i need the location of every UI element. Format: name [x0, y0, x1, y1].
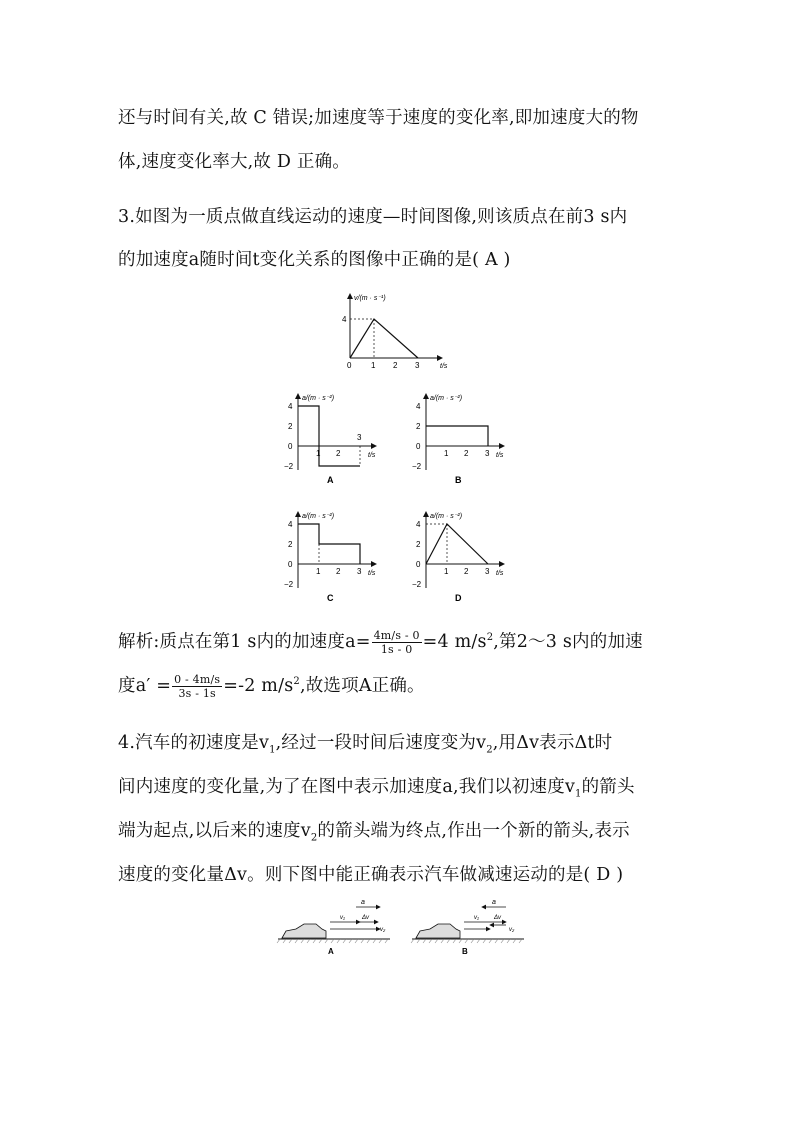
svg-text:1: 1	[444, 567, 449, 576]
car-figure-b	[410, 898, 530, 960]
vt-xtick-3: 3	[415, 361, 420, 370]
at-a-caption: A	[327, 475, 334, 485]
svg-text:0: 0	[288, 560, 293, 569]
svg-text:2: 2	[464, 449, 469, 458]
car-figure-a	[276, 898, 396, 960]
question-4-line-4: 速度的变化量Δv。则下图中能正确表示汽车做减速运动的是( D )	[118, 865, 624, 885]
at-d-caption: D	[455, 593, 462, 603]
svg-text:4: 4	[288, 520, 293, 529]
svg-text:1: 1	[316, 567, 321, 576]
svg-text:0: 0	[416, 560, 421, 569]
car-icon	[282, 924, 326, 938]
at-c-line	[298, 524, 360, 564]
fraction-2: $\frac{0 - 4m/s}{3s - 1s}$	[174, 673, 221, 700]
at-b-caption: B	[455, 475, 462, 485]
svg-text:3: 3	[357, 433, 362, 442]
svg-text:a/(m · s⁻²): a/(m · s⁻²)	[430, 513, 463, 520]
car-a-caption: A	[328, 947, 334, 956]
at-graph-d	[412, 508, 512, 604]
svg-text:4: 4	[288, 402, 293, 411]
vt-xtick-1: 1	[371, 361, 376, 370]
svg-text:3: 3	[485, 449, 490, 458]
svg-text:2: 2	[416, 540, 421, 549]
svg-text:v₂: v₂	[509, 927, 515, 933]
svg-text:3: 3	[357, 567, 362, 576]
svg-text:2: 2	[288, 540, 293, 549]
svg-text:−2: −2	[412, 462, 422, 471]
vt-xtick-0: 0	[347, 361, 352, 370]
question-3-line-2: 的加速度a随时间t变化关系的图像中正确的是( A )	[118, 250, 511, 270]
vt-xlabel: t/s	[440, 363, 448, 370]
svg-text:Δv: Δv	[494, 915, 502, 921]
svg-text:v₁: v₁	[340, 915, 345, 921]
svg-text:t/s: t/s	[496, 452, 504, 459]
svg-text:2: 2	[336, 449, 341, 458]
svg-text:Δv: Δv	[362, 915, 370, 921]
at-graph-c	[284, 508, 384, 604]
vt-ylabel: v/(m · s⁻¹)	[354, 295, 386, 302]
svg-text:2: 2	[416, 422, 421, 431]
svg-text:a/(m · s⁻²): a/(m · s⁻²)	[430, 395, 463, 402]
at-d-line	[426, 524, 488, 564]
at-a-ylabel: a/(m · s⁻²)	[302, 395, 335, 402]
at-b-line	[426, 426, 488, 446]
question-3-line-1: 3.如图为一质点做直线运动的速度—时间图像,则该质点在前3 s内	[118, 207, 628, 227]
svg-text:4: 4	[416, 402, 421, 411]
svg-text:3: 3	[485, 567, 490, 576]
svg-text:t/s: t/s	[368, 570, 376, 577]
svg-text:4: 4	[416, 520, 421, 529]
svg-text:2: 2	[288, 422, 293, 431]
svg-text:a/(m · s⁻²): a/(m · s⁻²)	[302, 513, 335, 520]
fraction-1: $\frac{4m/s - 0}{1s - 0}$	[373, 629, 420, 656]
solution-line-1: 解析:质点在第1 s内的加速度a= $\frac{4m/s - 0}{1s - 0}$ =4 $m/s^2$,第2～3 s内的加速	[118, 629, 643, 656]
svg-text:1: 1	[444, 449, 449, 458]
svg-text:v₂: v₂	[380, 927, 386, 933]
car-icon	[416, 924, 460, 938]
car-b-caption: B	[462, 947, 468, 956]
question-4-line-1: 4.汽车的初速度是$v_1$,经过一段时间后速度变为$v_2$,用Δv表示Δt时	[118, 733, 613, 756]
vt-xtick-2: 2	[393, 361, 398, 370]
vt-line	[350, 319, 418, 358]
vt-graph	[330, 288, 470, 374]
question-4-line-3: 端为起点,以后来的速度$v_2$的箭头端为终点,作出一个新的箭头,表示	[118, 821, 630, 844]
at-graph-b	[412, 390, 512, 486]
svg-text:−2: −2	[284, 462, 294, 471]
svg-text:v₁: v₁	[474, 915, 479, 921]
svg-text:0: 0	[288, 442, 293, 451]
at-a-line	[298, 406, 360, 466]
svg-text:a: a	[361, 899, 365, 906]
svg-text:0: 0	[416, 442, 421, 451]
at-a-xlabel: t/s	[368, 452, 376, 459]
svg-text:−2: −2	[284, 580, 294, 589]
vt-ytick-4: 4	[342, 315, 347, 324]
svg-text:−2: −2	[412, 580, 422, 589]
svg-text:1: 1	[316, 449, 321, 458]
svg-text:a: a	[492, 899, 496, 906]
at-graph-a	[284, 390, 384, 486]
svg-text:2: 2	[336, 567, 341, 576]
svg-text:2: 2	[464, 567, 469, 576]
at-c-caption: C	[327, 593, 334, 603]
solution-line-2: 度a′ = $\frac{0 - 4m/s}{3s - 1s}$ =-2 $m/s^2$,故选项A正确。	[118, 673, 425, 700]
svg-text:t/s: t/s	[496, 570, 504, 577]
question-4-line-2: 间内速度的变化量,为了在图中表示加速度a,我们以初速度$v_1$的箭头	[118, 777, 635, 800]
text-line-2: 体,速度变化率大,故 D 正确。	[118, 152, 350, 172]
text-line-1: 还与时间有关,故 C 错误;加速度等于速度的变化率,即加速度大的物	[118, 108, 639, 128]
